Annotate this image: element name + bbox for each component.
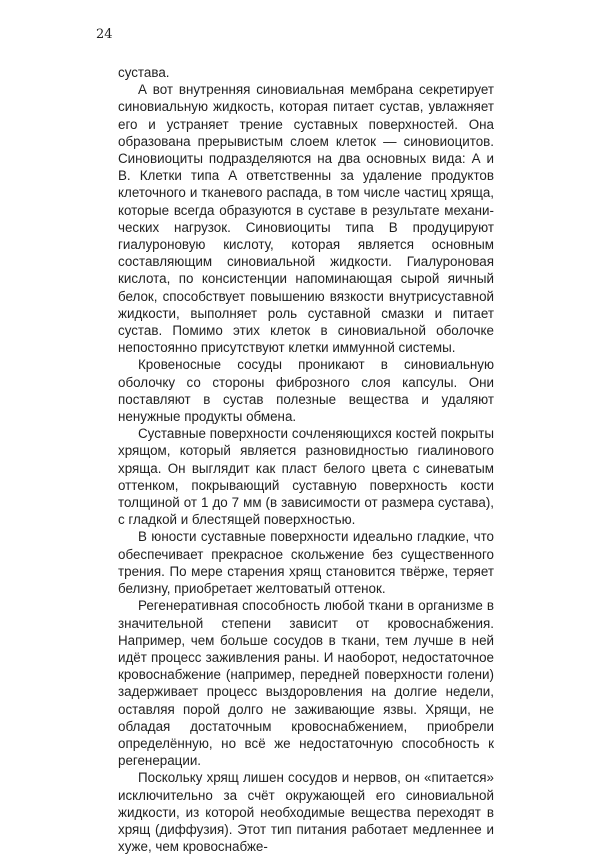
paragraph-cartilage-surfaces: Суставные поверхности сочленяющихся костей покрыты хрящом, который является разновидностью гиалинового хряща. Он выглядит как пласт белого цвета с синеватым оттенком, покрывающий суставную поверхность кости толщиной от 1 до 7 мм (в зависимости от размера сустава), с гладкой и блестящей поверхностью. xyxy=(118,426,494,528)
paragraph-regeneration: Регенеративная способность любой ткани в организме в значительной степени зависит от кровоснабжения. Например, чем больше сосудов в ткани, тем лучше в ней идёт процесс заживления раны. И наоборот, недостаточное кровоснабжение (например, передней поверхности голени) задерживает процесс выздоровления на долгие недели, оставляя порой долго не заживающие язвы. Хрящи, не обладая достаточным кровоснабжением, приобрели определённую, но всё же недостаточную способность к регенерации. xyxy=(118,598,494,769)
paragraph-synovial-membrane: А вот внутренняя синовиальная мембрана секретирует синовиальную жидкость, которая питает сустав, увлажняет его и устраняет трение суставных поверхностей. Она образована прерывистым слоем клеток — синовиоцитов. Синовиоциты подразделяются на два основных вида: А и В. Клетки типа А ответственны за удаление продуктов клеточного и тканевого распада, в том числе частиц хряща, которые всегда образуются в суставе в результате механических нагрузок. Синовиоциты типа В продуцируют гиалуроновую кислоту, которая является основным составляющим синовиальной жидкости. Гиалуроновая кислота, по консистенции напоминающая сырой яичный белок, способствует повышению вязкости внутрисуставной жидкости, выполняет роль суставной смазки и питает сустав. Помимо этих клеток в синовиальной оболочке непостоянно присутствуют клетки иммунной системы. xyxy=(118,82,494,356)
paragraph-cartilage-nutrition: Поскольку хрящ лишен сосудов и нервов, он «питается» исключительно за счёт окружающей его синовиальной жидкости, из которой необходимые вещества переходят в хрящ (диффузия). Этот тип питания работает медленнее и хуже, чем кровоснабже- xyxy=(118,770,494,855)
paragraph-continuation: сустава. xyxy=(118,65,170,80)
paragraph-blood-vessels: Кровеносные сосуды проникают в синовиальную оболочку со стороны фиброзного слоя капсулы. Они поставляют в сустав полезные вещества и удаляют ненужные продукты обмена. xyxy=(118,357,494,425)
body-text xyxy=(118,64,494,855)
page-number: 24 xyxy=(96,27,113,42)
paragraph-youth-aging: В юности суставные поверхности идеально гладкие, что обеспечивает прекрасное скольжение без существенного трения. По мере старения хрящ становится твёрже, теряет белизну, приобретает желтоватый оттенок. xyxy=(118,529,494,597)
